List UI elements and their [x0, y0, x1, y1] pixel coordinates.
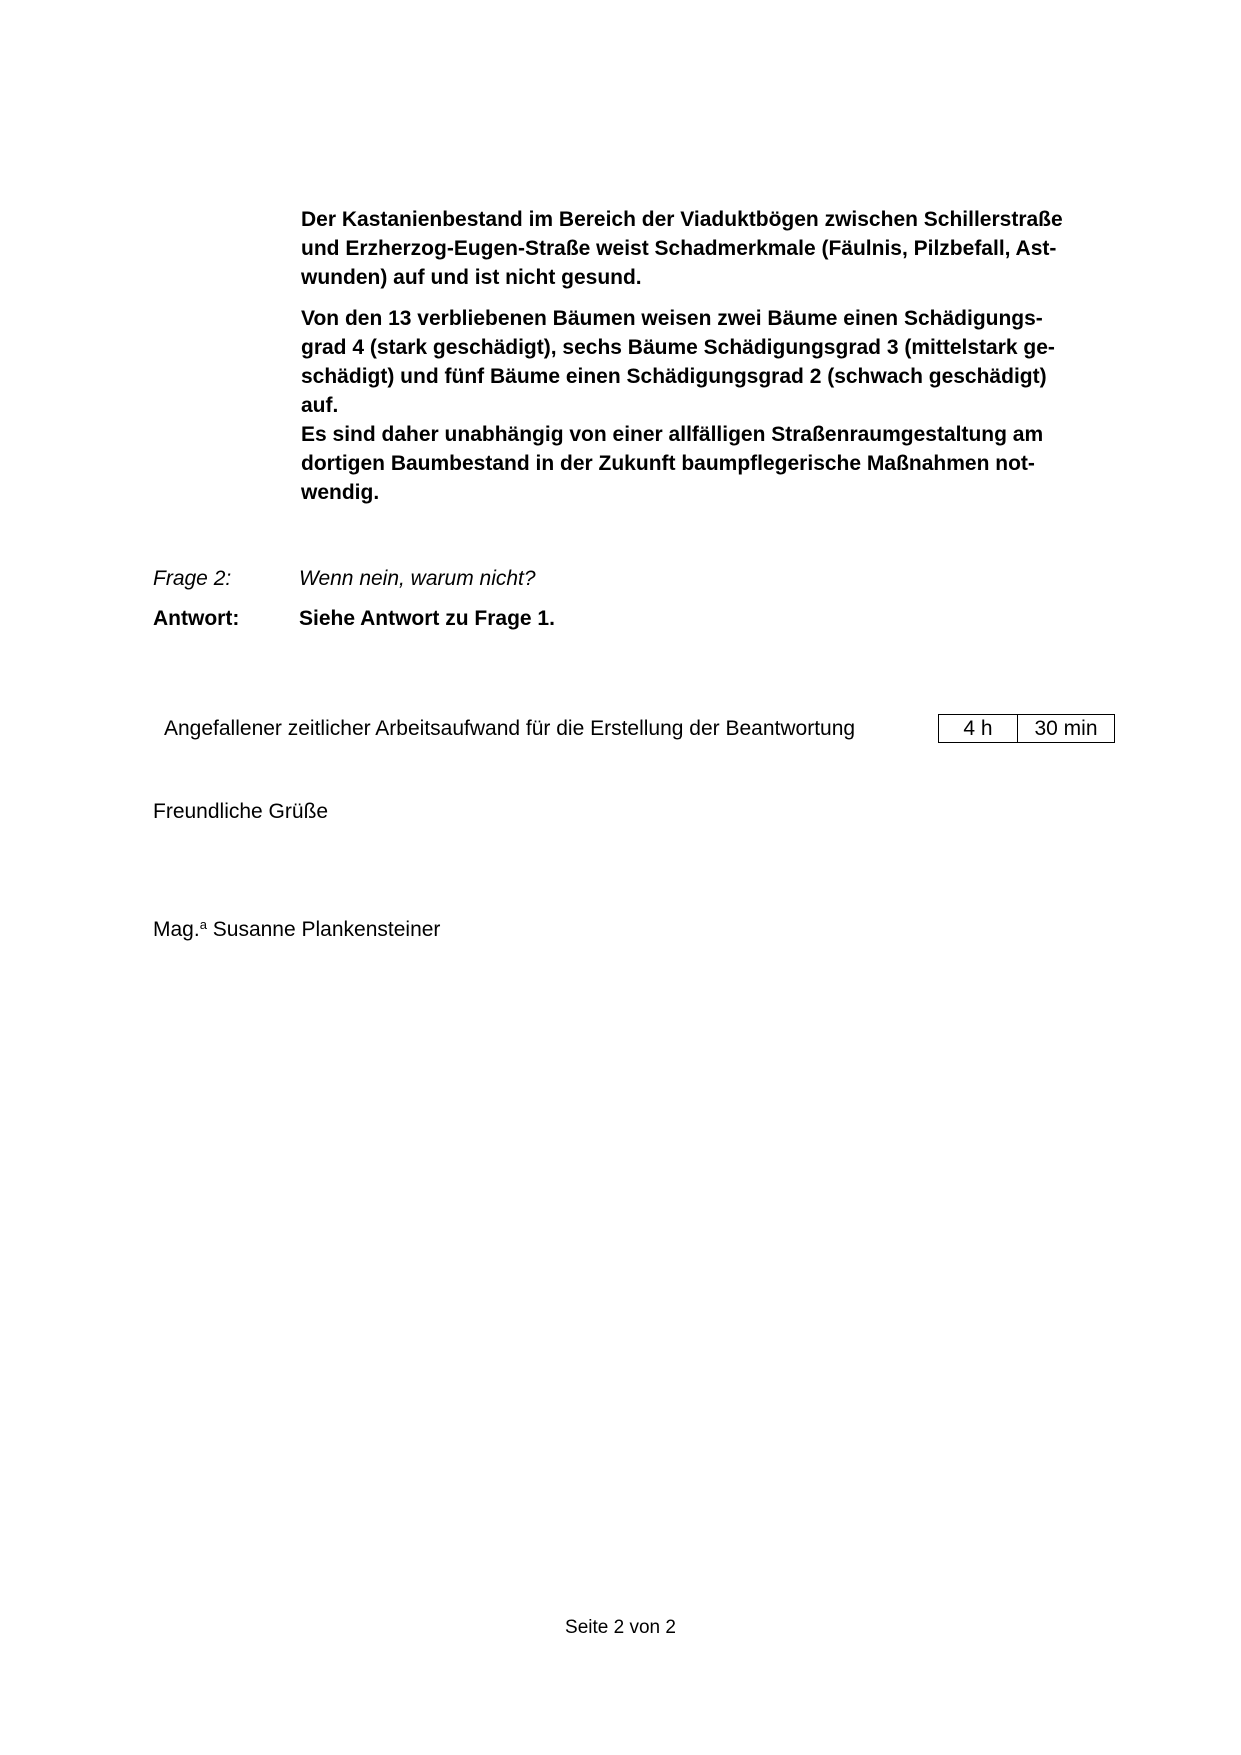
signature-title-suffix: a	[199, 917, 207, 932]
answer-1-paragraph-3: Es sind daher unabhängig von einer allfälligen Straßenraumgestaltung am dortigen Baumbestand in der Zukunft baumpflegerische Maßnahmen not- wendig.	[301, 423, 1044, 504]
effort-table	[938, 714, 1115, 743]
answer-2-text: Siehe Antwort zu Frage 1.	[299, 607, 555, 630]
signature-person: Susanne Plankensteiner	[212, 918, 441, 941]
answer-1-paragraph-1: Der Kastanienbestand im Bereich der Viaduktbögen zwischen Schillerstraße und Erzherzog-Eugen-Straße weist Schadmerkmale (Fäulnis, Pilzbefall, Ast- wunden) auf und ist nicht gesund.	[301, 208, 1063, 289]
answer-1-block	[301, 205, 1141, 507]
question-2-text: Wenn nein, warum nicht?	[299, 567, 536, 590]
signature-name	[153, 911, 440, 944]
signature-title: Mag.	[153, 918, 200, 941]
question-2-label: Frage 2:	[153, 567, 232, 590]
effort-minutes: 30 min	[1034, 717, 1098, 740]
effort-label: Angefallener zeitlicher Arbeitsaufwand für die Erstellung der Beantwortung	[164, 717, 856, 740]
answer-1-paragraph-2: Von den 13 verbliebenen Bäumen weisen zwei Bäume einen Schädigungs- grad 4 (stark geschädigt), sechs Bäume Schädigungsgrad 3 (mittelstark ge- schädigt) und fünf Bäume einen Schädigungsgrad 2 (schwach geschädigt) auf.	[301, 307, 1055, 417]
answer-2-label: Antwort:	[153, 607, 240, 630]
closing-greeting: Freundliche Grüße	[153, 800, 329, 823]
effort-hours: 4 h	[939, 715, 1018, 742]
page-number: Seite 2 von 2	[565, 1617, 676, 1638]
